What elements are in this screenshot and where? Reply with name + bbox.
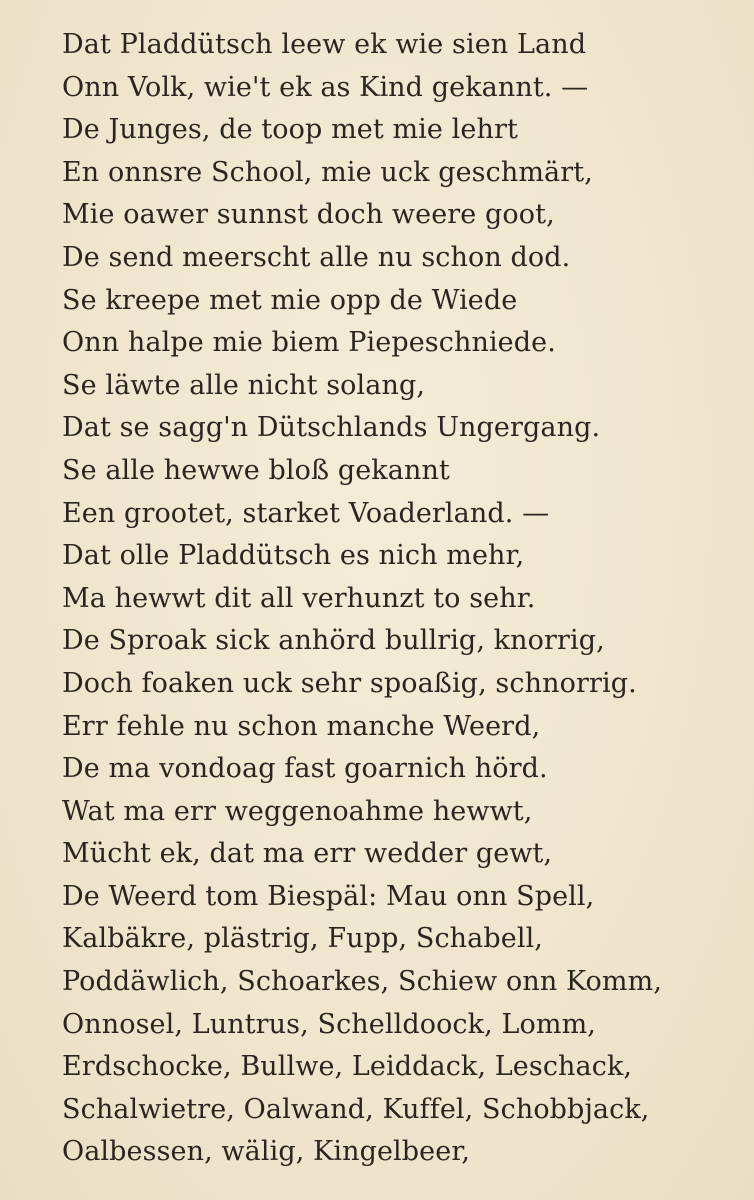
poem-line: De Weerd tom Biespäl: Mau onn Spell, (62, 880, 595, 912)
poem-line: Schalwietre, Oalwand, Kuffel, Schobbjack, (62, 1093, 650, 1125)
poem-line: Err fehle nu schon manche Weerd, (62, 710, 541, 742)
poem-line: Onn halpe mie biem Piepeschniede. (62, 327, 556, 359)
poem-line: Oalbessen, wälig, Kingelbeer, (62, 1136, 471, 1168)
poem-line: Wat ma err weggenoahme hewwt, (62, 795, 533, 827)
poem-line: De send meerscht alle nu schon dod. (62, 241, 571, 273)
poem-line: Onn Volk, wie't ek as Kind gekannt. — (62, 71, 589, 103)
poem-line: Poddäwlich, Schoarkes, Schiew onn Komm, (62, 966, 662, 998)
poem-line: Erdschocke, Bullwe, Leiddack, Leschack, (62, 1051, 633, 1083)
poem-line: Se alle hewwe bloß gekannt (62, 454, 450, 486)
poem-line: De Junges, de toop met mie lehrt (62, 114, 518, 146)
poem-line: Mücht ek, dat ma err wedder gewt, (62, 838, 553, 870)
poem-line: Dat olle Pladdütsch es nich mehr, (62, 540, 525, 572)
poem-line: Kalbäkre, plästrig, Fupp, Schabell, (62, 923, 543, 955)
poem-line: Dat Pladdütsch leew ek wie sien Land (62, 29, 587, 60)
poem-line: Een grootet, starket Voaderland. — (62, 497, 550, 529)
poem-line: De Sproak sick anhörd bullrig, knorrig, (62, 625, 605, 657)
poem-line: En onnsre School, mie uck geschmärt, (62, 156, 593, 188)
poem-line: Dat se sagg'n Dütschlands Ungergang. (62, 412, 601, 444)
poem-line: Mie oawer sunnst doch weere goot, (62, 199, 555, 231)
poem-line: De ma vondoag fast goarnich hörd. (62, 753, 548, 785)
poem-line: Doch foaken uck sehr spoaßig, schnorrig. (62, 667, 637, 699)
poem-text (62, 24, 742, 1174)
poem-line: Se kreepe met mie opp de Wiede (62, 284, 518, 316)
poem-line: Se läwte alle nicht solang, (62, 369, 426, 401)
poem-line: Ma hewwt dit all verhunzt to sehr. (62, 582, 536, 614)
poem-line: Onnosel, Luntrus, Schelldoock, Lomm, (62, 1008, 596, 1040)
